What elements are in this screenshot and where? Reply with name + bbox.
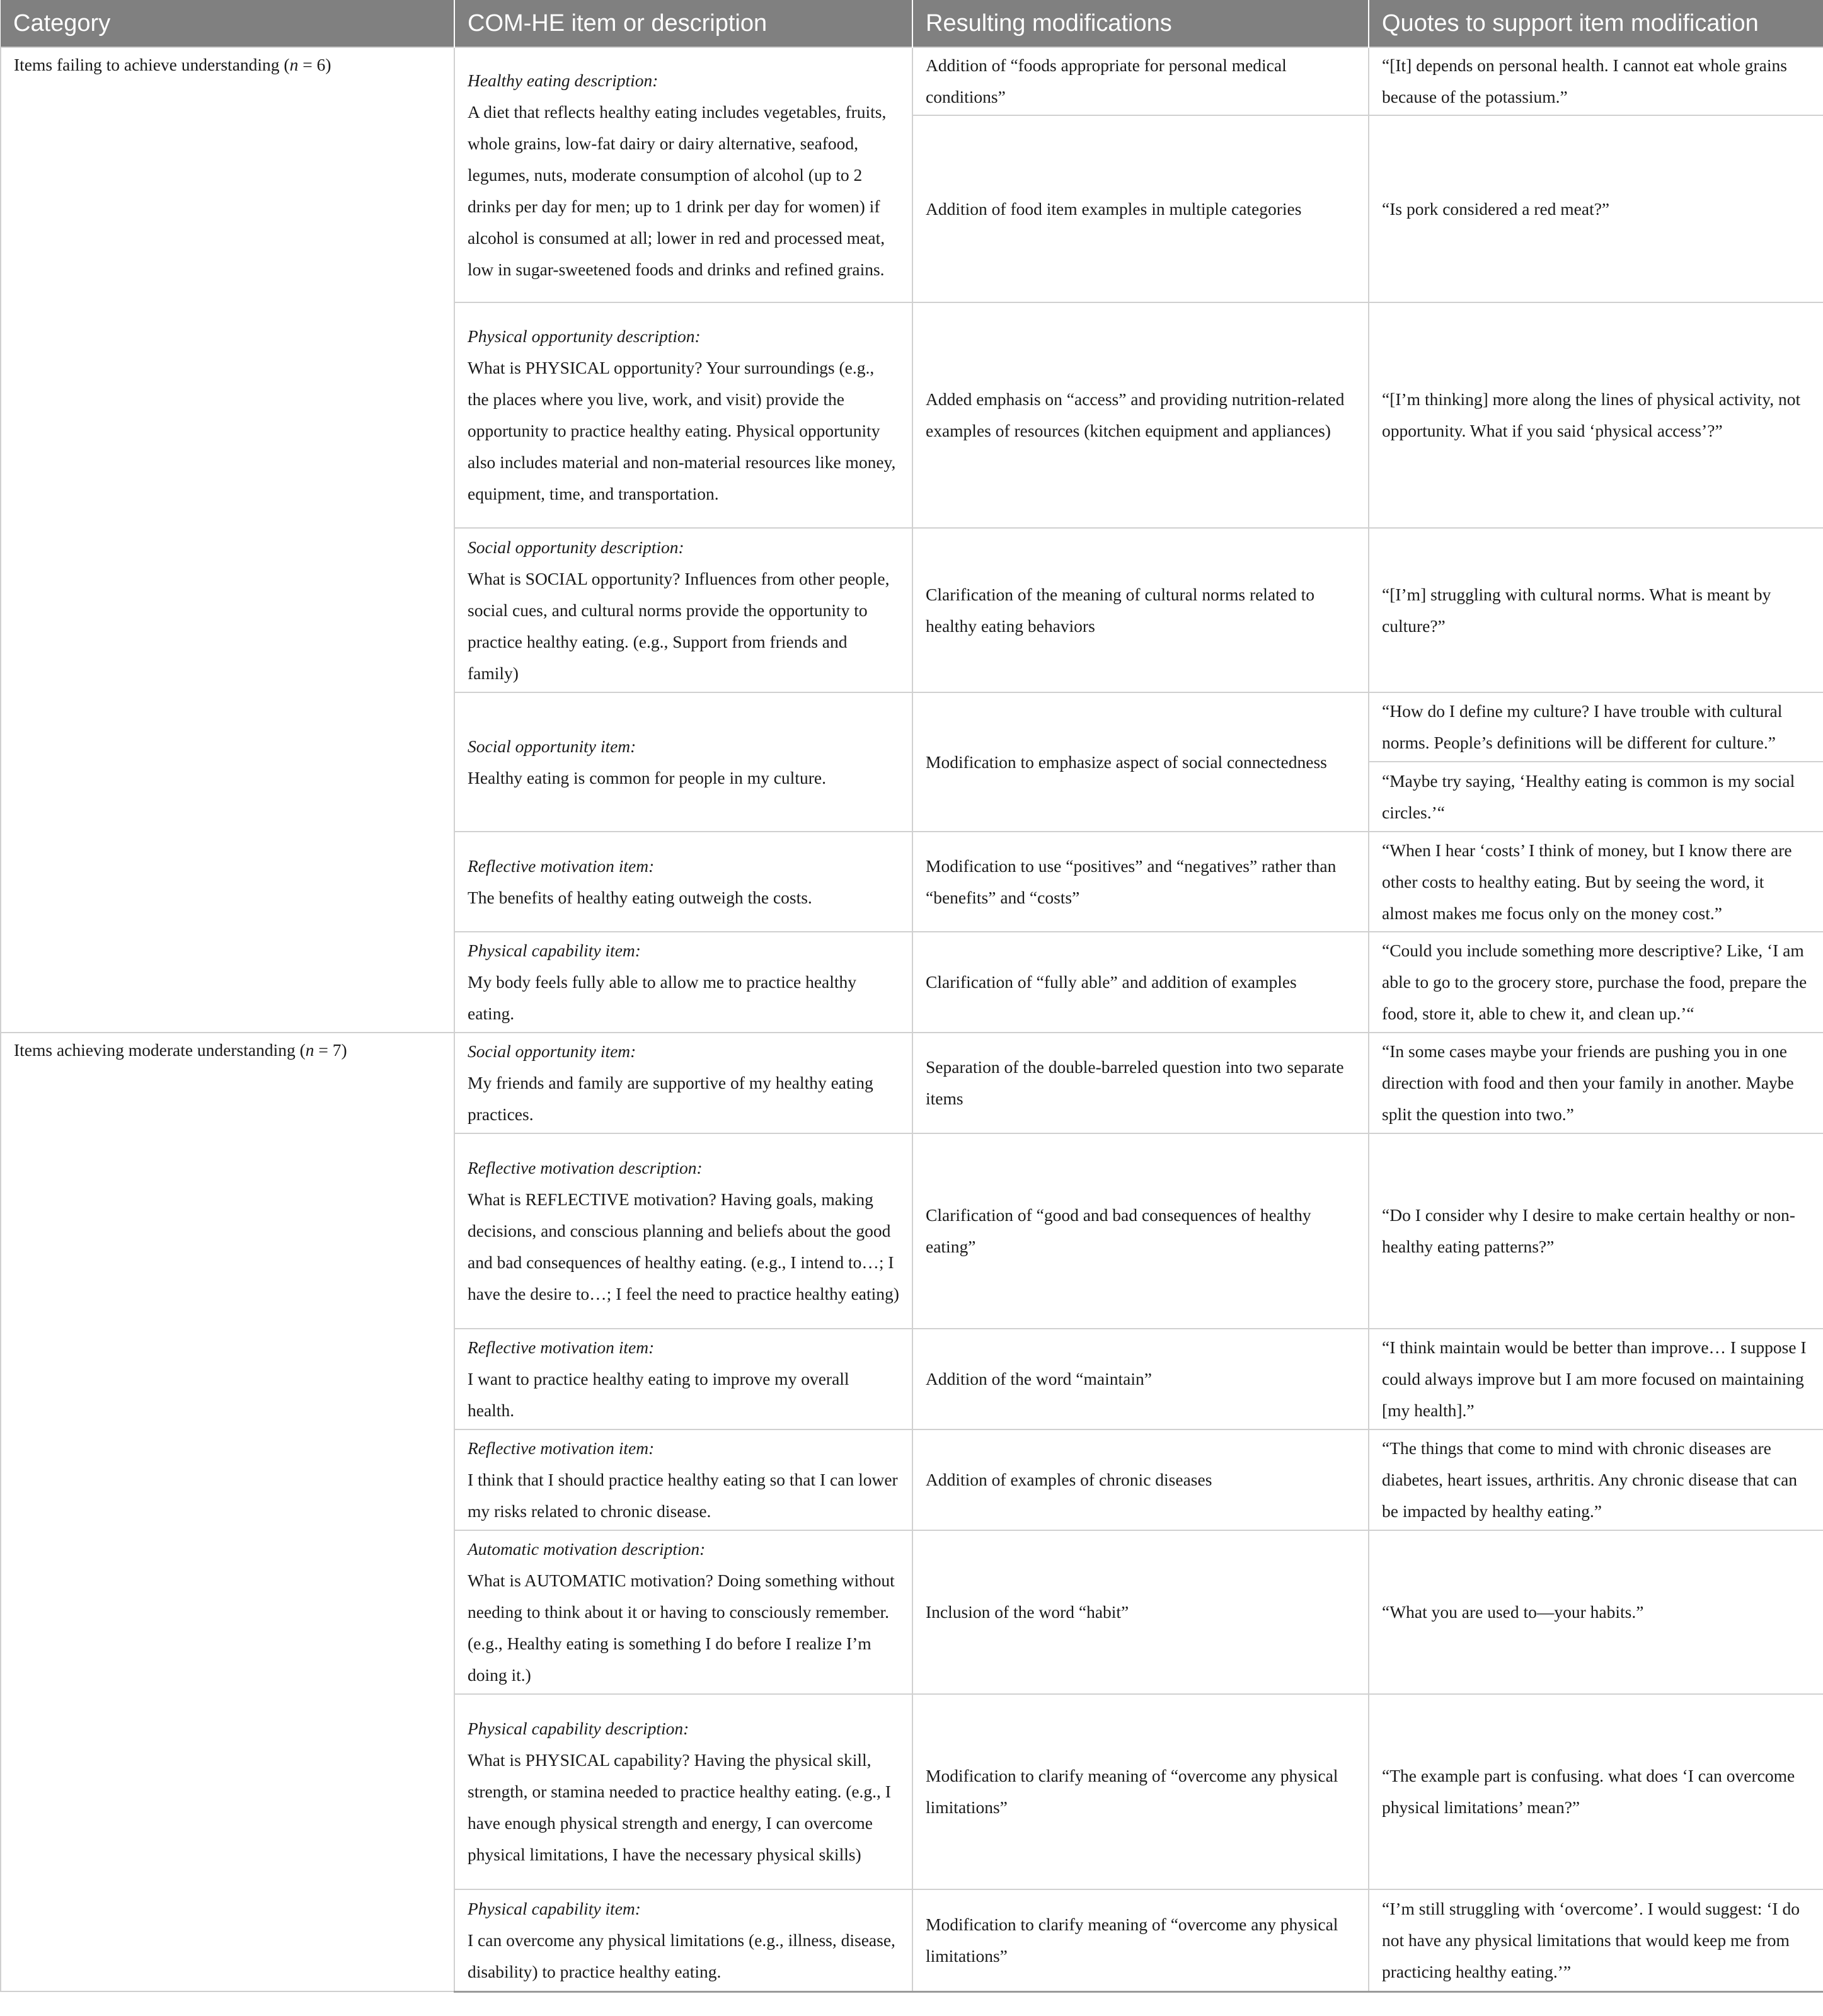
item-label: Physical capability description: [468,1719,689,1738]
quote-cell: “I’m still struggling with ‘overcome’. I would suggest: ‘I do not have any physical limitations that would keep me from practicing healthy eating.’” [1369,1889,1823,1991]
table-row [1,47,1823,115]
quote-cell: “The example part is confusing. what does ‘I can overcome physical limitations’ mean?” [1369,1694,1823,1889]
item-text: The benefits of healthy eating outweigh the costs. [468,887,812,907]
item-cell [454,692,912,832]
item-text: I can overcome any physical limitations (e.g., illness, disease, disability) to practice healthy eating. [468,1930,895,1981]
item-cell [454,932,912,1033]
header-modifications: Resulting modifications [912,0,1369,47]
quote-cell: “Is pork considered a red meat?” [1369,115,1823,302]
modification-cell: Modification to clarify meaning of “overcome any physical limitations” [912,1694,1369,1889]
item-text: What is PHYSICAL opportunity? Your surroundings (e.g., the places where you live, work, and visit) provide the opportunity to practice healthy eating. Physical opportunity also includes material and non-material resources like money, equipment, time, and transportation. [468,358,896,503]
quote-cell: “When I hear ‘costs’ I think of money, but I know there are other costs to healthy eating. But by seeing the word, it almost makes me focus only on the money cost.” [1369,832,1823,932]
modification-cell: Clarification of “good and bad consequences of healthy eating” [912,1133,1369,1329]
category-suffix: = 6) [298,55,331,74]
quote-cell: “Could you include something more descriptive? Like, ‘I am able to go to the grocery store, purchase the food, prepare the food, store it, able to chew it, and clean up.’“ [1369,932,1823,1033]
item-label: Reflective motivation item: [468,1337,655,1357]
quote-cell: “Maybe try saying, ‘Healthy eating is common is my social circles.’“ [1369,762,1823,832]
modification-cell: Addition of the word “maintain” [912,1329,1369,1429]
item-text: What is AUTOMATIC motivation? Doing something without needing to think about it or having to consciously remember. (e.g., Healthy eating is something I do before I realize I’m doing it.) [468,1571,895,1685]
item-label: Social opportunity item: [468,736,636,756]
item-text: I want to practice healthy eating to improve my overall health. [468,1369,849,1420]
quote-cell: “What you are used to—your habits.” [1369,1530,1823,1694]
item-cell [454,1694,912,1889]
category-n: n [289,55,299,74]
item-label: Reflective motivation item: [468,856,655,876]
header-quotes: Quotes to support item modification [1369,0,1823,47]
quote-cell: “[It] depends on personal health. I cannot eat whole grains because of the potassium.” [1369,47,1823,115]
category-n: n [305,1040,314,1060]
table-row [1,1033,1823,1133]
modification-cell: Clarification of the meaning of cultural norms related to healthy eating behaviors [912,528,1369,692]
item-label: Reflective motivation description: [468,1158,703,1177]
quote-cell: “Do I consider why I desire to make certain healthy or non-healthy eating patterns?” [1369,1133,1823,1329]
modification-cell: Separation of the double-barreled question into two separate items [912,1033,1369,1133]
item-label: Healthy eating description: [468,70,658,90]
quote-cell: “The things that come to mind with chronic diseases are diabetes, heart issues, arthritis. Any chronic disease that can be impacted by healthy eating.” [1369,1429,1823,1530]
item-text: I think that I should practice healthy eating so that I can lower my risks related to chronic disease. [468,1470,898,1521]
item-text: What is SOCIAL opportunity? Influences from other people, social cues, and cultural norms provide the opportunity to practice healthy eating. (e.g., Support from friends and family) [468,568,890,683]
quote-cell: “How do I define my culture? I have trouble with cultural norms. People’s definitions will be different for culture.” [1369,692,1823,762]
item-label: Physical capability item: [468,1898,641,1918]
item-cell [454,1889,912,1991]
item-cell [454,1429,912,1530]
table-header-row [1,0,1823,47]
modification-cell: Modification to use “positives” and “negatives” rather than “benefits” and “costs” [912,832,1369,932]
modification-cell: Addition of food item examples in multiple categories [912,115,1369,302]
category-prefix: Items failing to achieve understanding ( [14,55,290,74]
header-category: Category [1,0,454,47]
item-label: Social opportunity description: [468,537,684,557]
item-text: Healthy eating is common for people in my culture. [468,767,826,788]
item-cell [454,47,912,302]
category-cell-failing [1,47,454,1033]
modification-cell: Added emphasis on “access” and providing nutrition-related examples of resources (kitchen equipment and appliances) [912,302,1369,528]
item-cell [454,528,912,692]
item-cell [454,1329,912,1429]
item-label: Reflective motivation item: [468,1438,655,1458]
quote-cell: “[I’m thinking] more along the lines of physical activity, not opportunity. What if you said ‘physical access’?” [1369,302,1823,528]
modification-cell: Modification to clarify meaning of “overcome any physical limitations” [912,1889,1369,1991]
modification-cell: Clarification of “fully able” and addition of examples [912,932,1369,1033]
category-suffix: = 7) [314,1040,347,1060]
item-cell [454,1530,912,1694]
item-text: A diet that reflects healthy eating includes vegetables, fruits, whole grains, low-fat dairy or dairy alternative, seafood, legumes, nuts, moderate consumption of alcohol (up to 2 drinks per day for men; up to 1 drink per day for women) if alcohol is consumed at all; lower in red and processed meat, low in sugar-sweetened foods and drinks and refined grains. [468,101,887,279]
item-label: Physical opportunity description: [468,326,701,346]
quote-cell: “[I’m] struggling with cultural norms. What is meant by culture?” [1369,528,1823,692]
category-cell-moderate [1,1033,454,1991]
item-label: Automatic motivation description: [468,1539,706,1559]
modification-cell: Addition of “foods appropriate for personal medical conditions” [912,47,1369,115]
item-cell [454,1133,912,1329]
category-prefix: Items achieving moderate understanding ( [14,1040,306,1060]
item-label: Social opportunity item: [468,1041,636,1061]
quote-cell: “I think maintain would be better than improve… I suppose I could always improve but I am more focused on maintaining [my health].” [1369,1329,1823,1429]
header-item-description: COM-HE item or description [454,0,912,47]
modification-cell: Addition of examples of chronic diseases [912,1429,1369,1530]
quote-cell: “In some cases maybe your friends are pushing you in one direction with food and then your family in another. Maybe split the question into two.” [1369,1033,1823,1133]
item-cell [454,302,912,528]
item-label: Physical capability item: [468,941,641,960]
item-cell [454,1033,912,1133]
item-cell [454,832,912,932]
item-text: My friends and family are supportive of my healthy eating practices. [468,1073,873,1124]
item-text: What is REFLECTIVE motivation? Having goals, making decisions, and conscious planning and beliefs about the good and bad consequences of healthy eating. (e.g., I intend to…; I have the desire to…; I feel the need to practice healthy eating) [468,1189,899,1303]
modification-cell: Modification to emphasize aspect of social connectedness [912,692,1369,832]
modification-cell: Inclusion of the word “habit” [912,1530,1369,1694]
item-text: My body feels fully able to allow me to practice healthy eating. [468,972,857,1023]
item-text: What is PHYSICAL capability? Having the physical skill, strength, or stamina needed to practice healthy eating. (e.g., I have enough physical strength and energy, I can overcome physical limitations, I have the necessary physical skills) [468,1750,891,1864]
